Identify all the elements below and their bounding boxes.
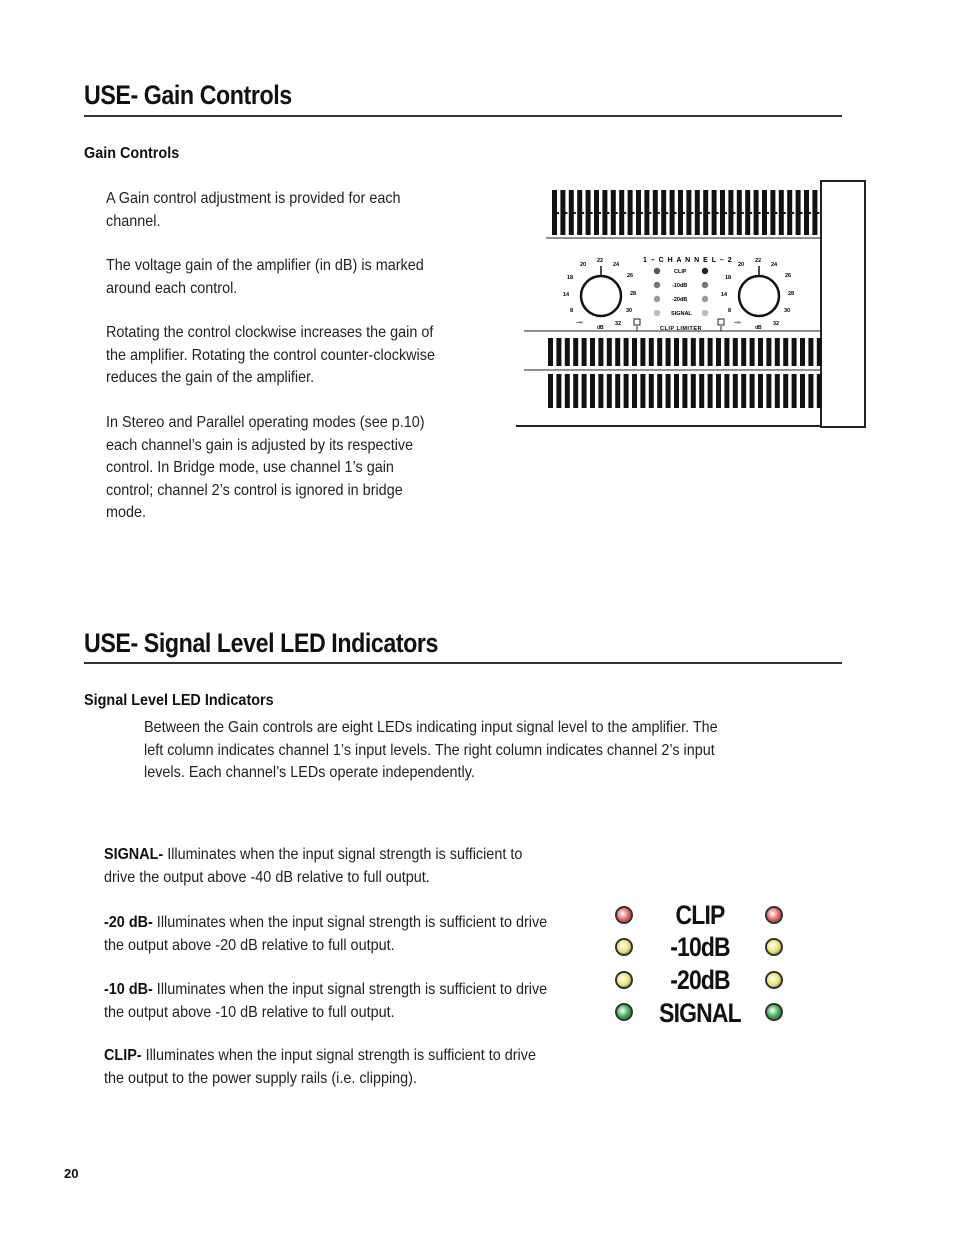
amplifier-panel-illustration [514,178,868,432]
knob-tick: 28 [630,291,637,297]
vent-slat [817,374,822,408]
vent-slat [724,374,729,408]
definition: Illuminates when the input signal strength is sufficient to drive the output to the power supply rails (i.e. clipping). [104,1047,536,1087]
vent-slat [733,374,738,408]
knob-tick: 8 [570,308,574,314]
led-clip-ch1 [615,906,633,924]
vent-slat [613,212,618,214]
definition: Illuminates when the input signal strength is sufficient to drive the output above -40 dB relative to full output. [104,846,523,886]
knob-tick: 28 [788,291,795,297]
vent-slat [708,374,713,408]
vent-slat [808,338,813,366]
led-signal-ch2 [765,1003,783,1021]
vent-slat [789,212,794,214]
vent-slat [571,212,576,214]
vent-slat [775,338,780,366]
paragraph: Rotating the control clockwise increases the gain of the amplifier. Rotating the control counter-clockwise reduces the gain of the amplifier. [106,324,435,386]
knob-tick: 20 [738,262,745,268]
vent-slat [596,212,601,214]
knob-tick: 30 [626,308,633,314]
vent-slat [573,338,578,366]
led-label-signal: SIGNAL [659,998,741,1028]
vent-slat [604,212,609,214]
knob-tick: 32 [615,321,622,327]
panel-led [654,282,660,288]
knob-tick: 14 [563,292,570,298]
vent-slat [562,212,567,214]
vent-slat [733,338,738,366]
vent-slat [806,212,811,214]
knob-tick: dB [597,325,604,331]
vent-slat [739,212,744,214]
gain-knob-channel-1 [563,258,636,331]
vent-slat [714,212,719,214]
vent-slat [722,212,727,214]
vent-slat [548,374,553,408]
vent-slat [716,338,721,366]
vent-slat [741,374,746,408]
led-description-20db [104,912,552,957]
vent-slat [624,338,629,366]
vent-slat [598,374,603,408]
vent-slat [666,374,671,408]
panel-led [654,310,660,316]
vent-slat [632,338,637,366]
vent-slat [607,338,612,366]
term: -10 dB- [104,981,153,998]
vent-slat [814,212,819,214]
knob-tick: 24 [771,262,778,268]
vent-slat [691,374,696,408]
led-20db-ch1 [615,971,633,989]
vent-slat [640,374,645,408]
vent-slat [758,338,763,366]
knob-tick: 24 [613,262,620,268]
led-signal-ch1 [615,1003,633,1021]
intro-paragraph: Between the Gain controls are eight LEDs indicating input signal level to the amplifier. The left column indicates channel 1’s input levels. The right column indicates channel 2’s input levels. Each channel’s LEDs operate independently. [144,719,718,781]
knob-tick: 30 [784,308,791,314]
panel-led [654,268,660,274]
vent-slat [663,212,668,214]
paragraph: A Gain control adjustment is provided for each channel. [106,190,401,230]
vent-slat [674,374,679,408]
vent-slat [680,212,685,214]
vent-slat [730,212,735,214]
vent-slat [750,374,755,408]
panel-led-label: -20dB [672,297,688,303]
knob-tick: 8 [728,308,732,314]
led-clip-ch2 [765,906,783,924]
knob-tick: 18 [725,275,732,281]
vent-slat [588,212,593,214]
vent-slat [649,338,654,366]
vent-slat [615,374,620,408]
limiter-switch-1 [634,319,640,325]
knob-tick: dB [755,325,762,331]
knob-tick: –∞ [734,320,741,326]
led-20db-ch2 [765,971,783,989]
vent-slat [657,374,662,408]
vent-slat [772,212,777,214]
vent-slat [632,374,637,408]
vent-slat [646,212,651,214]
vent-slat [766,374,771,408]
vent-slat [579,212,584,214]
led-description-clip [104,1045,552,1090]
vent-slat [775,374,780,408]
panel-led-label: CLIP [674,269,687,275]
gain-knob-channel-2 [721,258,794,331]
vent-slat [691,338,696,366]
led-description-10db [104,979,552,1024]
knob-tick: 32 [773,321,780,327]
vent-slat [630,212,635,214]
vent-slat [792,374,797,408]
vent-slat [640,338,645,366]
vent-slat [766,338,771,366]
vent-slat [682,374,687,408]
vent-slat [756,212,761,214]
vent-slat [798,212,803,214]
term: -20 dB- [104,914,153,931]
panel-led-label: -10dB [672,283,688,289]
vent-slat [548,338,553,366]
vent-slat [783,338,788,366]
clip-limiter-label: CLIP LIMITER [660,326,702,332]
vent-slat [817,338,822,366]
vent-slat [672,212,677,214]
paragraph: In Stereo and Parallel operating modes (see p.10) each channel’s gain is adjusted by its respective control. In Bridge mode, use channel 1’s gain control; channel 2’s control is ignored in bridge mode. [106,414,425,521]
knob-tick: 20 [580,262,587,268]
vent-slat [741,338,746,366]
vent-slat [682,338,687,366]
knob-tick: 14 [721,292,728,298]
subsection-title-signal-leds: Signal Level LED Indicators [84,692,274,709]
panel-led-label: SIGNAL [671,311,692,317]
knob-tick: 22 [597,258,604,264]
vent-slat [792,338,797,366]
vent-slat [764,212,769,214]
knob-tick: 22 [755,258,762,264]
knob-tick: –∞ [576,320,583,326]
vent-slat [747,212,752,214]
limiter-switch-2 [718,319,724,325]
vent-slat [556,338,561,366]
vent-slat [808,374,813,408]
vent-slat [750,338,755,366]
panel-led [702,296,708,302]
vent-grille-bottom [548,338,822,408]
led-10db-ch1 [615,938,633,956]
vent-slat [655,212,660,214]
panel-led [702,268,708,274]
led-10db-ch2 [765,938,783,956]
vent-slat [582,338,587,366]
definition: Illuminates when the input signal strength is sufficient to drive the output above -20 dB relative to full output. [104,914,548,954]
vent-slat [697,212,702,214]
vent-slat [716,374,721,408]
title-rule [84,662,842,664]
term: SIGNAL- [104,846,164,863]
vent-slat [590,338,595,366]
vent-slat [688,212,693,214]
vent-slat [705,212,710,214]
panel-led [702,282,708,288]
vent-grille-top [552,190,819,235]
section-title-signal-leds: USE- Signal Level LED Indicators [84,628,438,658]
vent-slat [590,374,595,408]
knob-tick: 18 [567,275,574,281]
led-label-20db: -20dB [670,965,730,995]
vent-slat [607,374,612,408]
vent-slat [554,212,559,214]
definition: Illuminates when the input signal strength is sufficient to drive the output above -10 dB relative to full output. [104,981,548,1021]
vent-slat [565,374,570,408]
vent-slat [565,338,570,366]
term: CLIP- [104,1047,142,1064]
led-label-10db: -10dB [670,932,730,962]
vent-slat [624,374,629,408]
vent-slat [708,338,713,366]
panel-led [654,296,660,302]
vent-slat [556,374,561,408]
vent-slat [615,338,620,366]
vent-slat [657,338,662,366]
title-rule [84,115,842,117]
vent-slat [781,212,786,214]
vent-slat [783,374,788,408]
led-label-clip: CLIP [675,900,725,930]
vent-slat [724,338,729,366]
vent-slat [800,338,805,366]
knob-tick: 26 [627,273,634,279]
subsection-title-gain-controls: Gain Controls [84,145,180,162]
section-title-gain-controls: USE- Gain Controls [84,80,292,110]
vent-slat [582,374,587,408]
vent-slat [699,338,704,366]
vent-slat [666,338,671,366]
vent-slat [649,374,654,408]
vent-slat [674,338,679,366]
vent-slat [800,374,805,408]
panel-led [702,310,708,316]
vent-slat [699,374,704,408]
vent-slat [621,212,626,214]
page-number: 20 [64,1166,79,1181]
paragraph: The voltage gain of the amplifier (in dB) is marked around each control. [106,257,424,297]
knob-tick: 26 [785,273,792,279]
led-legend [610,898,790,1038]
led-description-signal [104,844,552,889]
panel-handle [821,181,865,427]
vent-slat [573,374,578,408]
channel-label: 1 – C H A N N E L – 2 [643,257,733,264]
vent-slat [758,374,763,408]
vent-slat [638,212,643,214]
vent-slat [598,338,603,366]
